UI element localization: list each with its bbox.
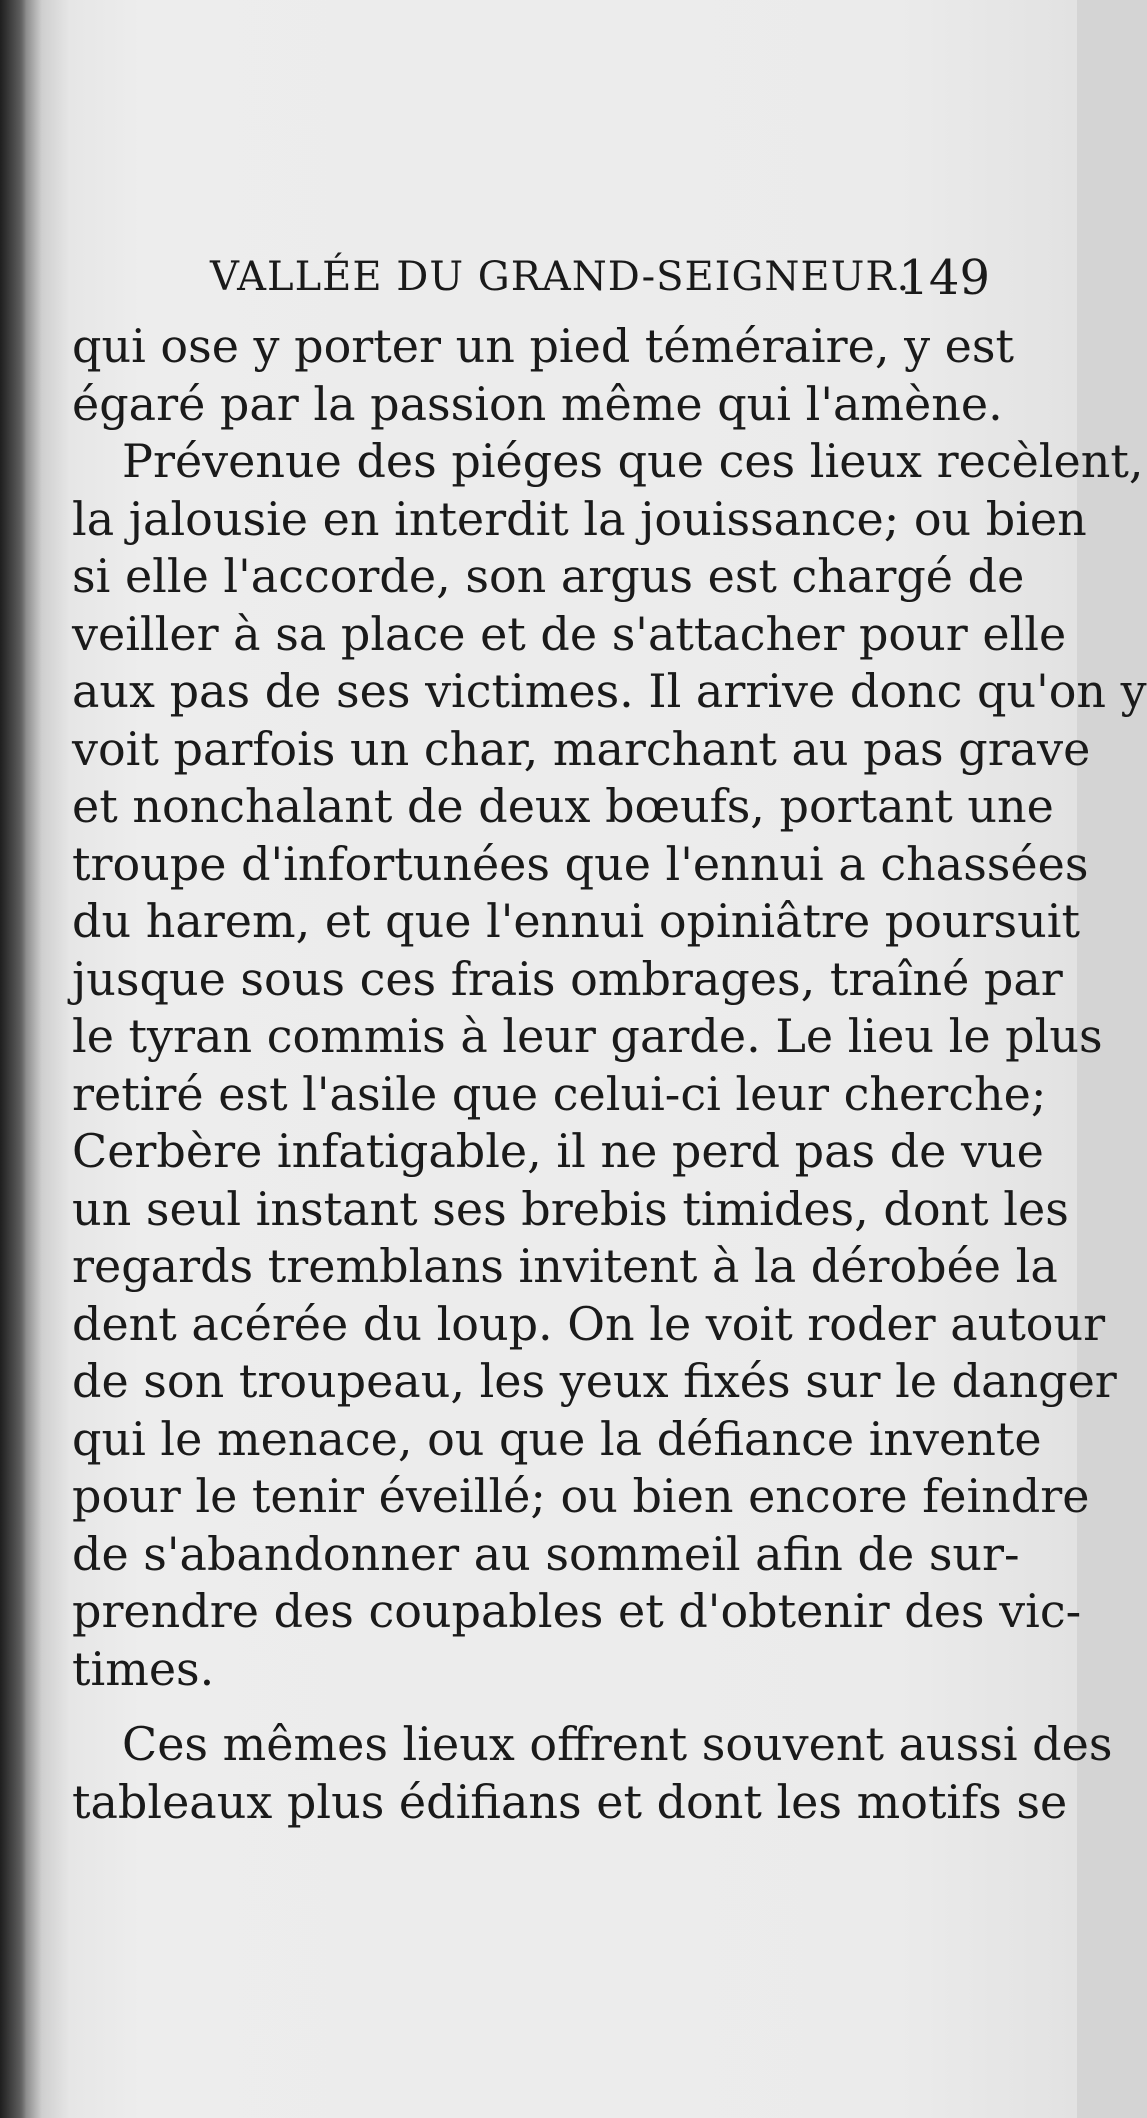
text-line: jusque sous ces frais ombrages, traîné par (72, 951, 1063, 1006)
text-line: aux pas de ses victimes. Il arrive donc qu'on y (72, 664, 1147, 718)
text-line: voit parfois un char, marchant au pas grave (72, 721, 1091, 776)
text-line: si elle l'accorde, son argus est chargé de (72, 549, 1025, 603)
text-line: veiller à sa place et de s'attacher pour elle (72, 606, 1067, 661)
text-line: du harem, et que l'ennui opiniâtre poursuit (72, 894, 1080, 948)
text-line: égaré par la passion même qui l'amène. (72, 376, 1003, 431)
text-line: pour le tenir éveillé; ou bien encore feindre (72, 1469, 1090, 1523)
text-line: qui le menace, ou que la défiance invente (72, 1411, 1042, 1466)
text-line: de s'abandonner au sommeil afin de sur- (72, 1526, 1020, 1581)
running-head: VALLÉE DU GRAND-SEIGNEUR. (210, 254, 911, 300)
text-line: Ces mêmes lieux offrent souvent aussi des (122, 1717, 1113, 1771)
page-header (210, 250, 990, 310)
text-line: dent acérée du loup. On le voit roder autour (72, 1296, 1106, 1351)
text-line: et nonchalant de deux bœufs, portant une (72, 779, 1054, 833)
book-spine-shadow (0, 0, 26, 2118)
text-line: la jalousie en interdit la jouissance; ou bien (72, 491, 1087, 546)
text-line: regards tremblans invitent à la dérobée la (72, 1239, 1058, 1293)
page-number: 149 (898, 250, 990, 306)
text-line: prendre des coupables et d'obtenir des vic- (72, 1584, 1082, 1638)
text-line: tableaux plus édifians et dont les motifs se (72, 1774, 1068, 1829)
text-line: Cerbère infatigable, il ne perd pas de vue (72, 1124, 1044, 1178)
text-line: qui ose y porter un pied téméraire, y est (72, 319, 1014, 373)
text-line: times. (72, 1641, 215, 1696)
text-line: troupe d'infortunées que l'ennui a chassées (72, 836, 1089, 891)
paragraph-gap (72, 1698, 980, 1716)
body-text (72, 318, 1147, 1831)
text-line: le tyran commis à leur garde. Le lieu le plus (72, 1009, 1103, 1063)
text-line: de son troupeau, les yeux fixés sur le danger (72, 1354, 1117, 1408)
text-line: Prévenue des piéges que ces lieux recèlent, (122, 434, 1144, 488)
text-line: retiré est l'asile que celui-ci leur cherche; (72, 1066, 1047, 1121)
text-line: un seul instant ses brebis timides, dont les (72, 1181, 1069, 1236)
